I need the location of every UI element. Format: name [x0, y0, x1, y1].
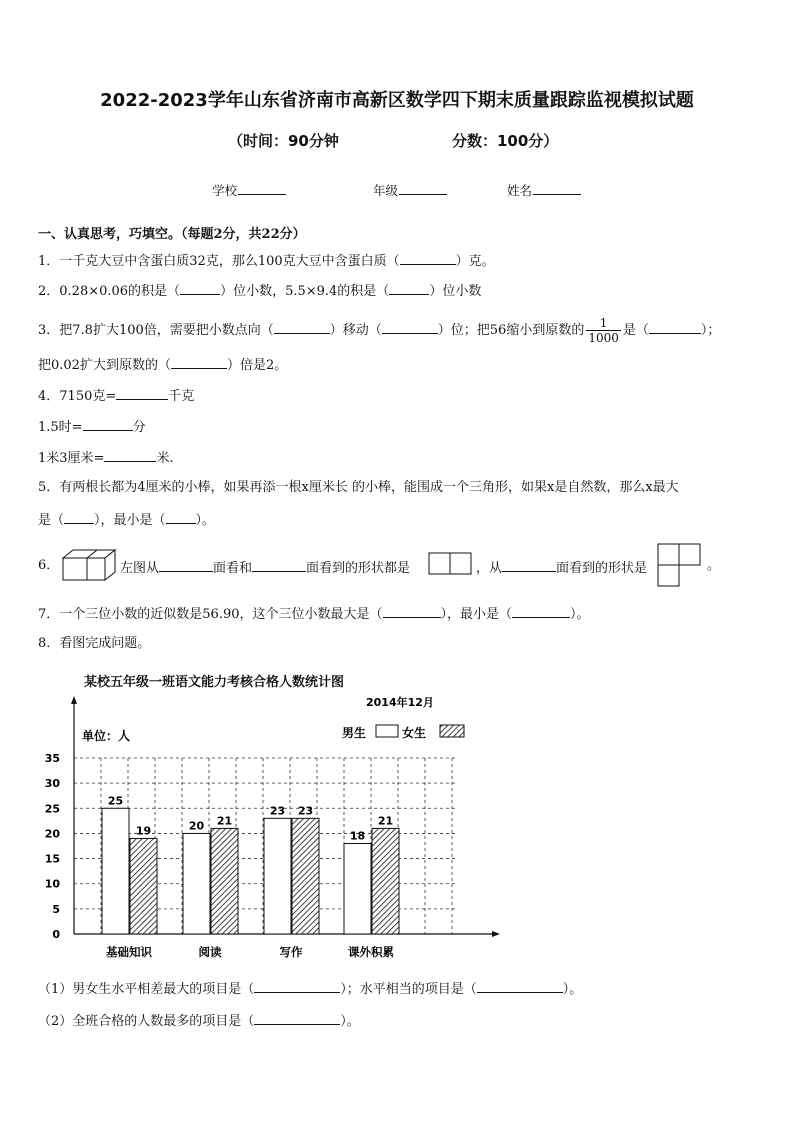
question-3-cont [38, 354, 287, 375]
cube-stack-figure [62, 548, 118, 584]
q7-text-2: ），最小是（ [440, 607, 513, 622]
s1-answer-blank-1[interactable] [254, 978, 340, 993]
q3-text: 3．把7.8扩大100倍，需要把小数点向（ [38, 323, 274, 338]
y-tick-label: 0 [52, 928, 60, 941]
q4-text-1: 4．7150克= [38, 389, 117, 404]
two-squares-view [428, 552, 474, 576]
data-label: 25 [107, 794, 124, 808]
q1-text: 1．一千克大豆中含蛋白质32克，那么100克大豆中含蛋白质（ [38, 254, 400, 269]
bar-boys [344, 843, 371, 934]
y-axis-arrow [71, 696, 77, 704]
s2-text-1: （2）全班合格的人数最多的项目是（ [38, 1014, 255, 1029]
q4-answer-blank-3[interactable] [104, 447, 156, 462]
q2-answer-blank-1[interactable] [180, 280, 220, 295]
bar-girls [130, 838, 157, 934]
q6-answer-blank-2[interactable] [252, 557, 306, 572]
exam-time: （时间：90分钟 [228, 132, 339, 150]
question-6-number: 6． [38, 558, 60, 573]
question-7 [38, 603, 590, 624]
q6-text-3: 面看到的形状都是 [306, 561, 411, 576]
x-tick-label: 写作 [279, 945, 303, 959]
bar-chart [30, 690, 510, 965]
data-label: 18 [349, 829, 366, 843]
y-tick-label: 30 [44, 777, 60, 791]
chart-date: 2014年12月 [366, 696, 434, 709]
grade-label: 年级 [373, 183, 399, 198]
data-label: 19 [135, 824, 152, 838]
question-4-line-2 [38, 416, 146, 437]
question-4-line-3 [38, 447, 174, 468]
name-label: 姓名 [507, 183, 533, 198]
question-5 [38, 479, 679, 497]
q4-text-3: 1米3厘米= [38, 451, 105, 466]
data-label: 20 [188, 819, 205, 833]
s2-answer-blank-1[interactable] [254, 1010, 340, 1025]
q6-text-2: 面看和 [213, 561, 253, 576]
question-8: 8．看图完成问题。 [38, 636, 151, 651]
q3-text-7: ）倍是2。 [226, 358, 288, 373]
subquestion-1 [38, 978, 582, 999]
data-label: 21 [216, 814, 233, 828]
q5-text-2: 是（ [38, 513, 65, 528]
question-6-cont [476, 557, 647, 578]
data-label: 23 [297, 804, 314, 818]
bar-girls [211, 828, 238, 934]
q4-unit-2: 分 [132, 420, 146, 435]
q4-unit-3: 米. [156, 451, 174, 466]
name-field [507, 181, 581, 199]
l-shape-view [657, 543, 705, 587]
q5-text-4: ）。 [195, 513, 216, 528]
y-tick-label: 10 [44, 877, 60, 891]
x-tick-label: 阅读 [198, 945, 222, 959]
q6-answer-blank-3[interactable] [502, 557, 556, 572]
y-tick-label: 20 [44, 827, 60, 841]
q3-answer-blank-2[interactable] [382, 319, 438, 334]
legend-swatch-girls [440, 725, 464, 737]
bar-boys [183, 833, 210, 934]
y-tick-label: 5 [52, 902, 60, 916]
x-tick-label: 基础知识 [106, 945, 152, 959]
q4-unit-1: 千克 [168, 389, 195, 404]
section-heading: 一、认真思考，巧填空。（每题2分，共22分） [38, 227, 306, 242]
q3-text-2: ）移动（ [329, 323, 382, 338]
question-2 [38, 280, 481, 301]
chart-title: 某校五年级一班语文能力考核合格人数统计图 [84, 675, 345, 690]
grade-field [373, 181, 447, 199]
name-blank[interactable] [533, 182, 581, 195]
legend-label-boys: 男生 [342, 726, 367, 740]
q4-answer-blank-2[interactable] [83, 416, 133, 431]
school-field [212, 181, 286, 199]
bar-girls [292, 818, 319, 934]
question-4-line-1 [38, 385, 194, 406]
question-1 [38, 250, 495, 271]
q7-answer-blank-1[interactable] [383, 603, 441, 618]
grade-blank[interactable] [399, 182, 447, 195]
data-label: 21 [377, 814, 394, 828]
q2-text-mid: ）位小数，5.5×9.4的积是（ [220, 284, 390, 299]
chart-unit-label: 单位：人 [82, 729, 131, 743]
legend-swatch-boys [376, 725, 398, 737]
y-tick-label: 15 [44, 852, 60, 866]
school-label: 学校 [212, 183, 238, 198]
exam-title: 2022-2023学年山东省济南市高新区数学四下期末质量跟踪监视模拟试题 [100, 90, 694, 111]
q3-text-3: ）位；把56缩小到原数的 [437, 323, 585, 338]
x-axis-arrow [492, 931, 500, 937]
q2-text: 2．0.28×0.06的积是（ [38, 284, 181, 299]
q3-text-5: ）； [700, 323, 721, 338]
q3-answer-blank-4[interactable] [171, 354, 227, 369]
q6-text-1: 左图从 [120, 561, 160, 576]
s1-text-1: （1）男女生水平相差最大的项目是（ [38, 982, 255, 997]
fraction-numerator: 1 [586, 316, 621, 331]
question-5-cont [38, 509, 215, 530]
q3-answer-blank-1[interactable] [274, 319, 330, 334]
legend-label-girls: 女生 [402, 726, 427, 740]
q3-fraction [586, 316, 621, 345]
q7-text-3: ）。 [570, 607, 590, 622]
q6-end: 。 [707, 558, 721, 573]
bar-boys [102, 808, 129, 934]
q6-text-5: 面看到的形状是 [556, 561, 648, 576]
fraction-denominator: 1000 [588, 331, 619, 345]
q2-text-end: ）位小数 [429, 284, 482, 299]
q2-answer-blank-2[interactable] [389, 280, 429, 295]
q3-text-4: 是（ [622, 323, 649, 338]
bar-girls [372, 828, 399, 934]
q7-text-1: 7．一个三位小数的近似数是56.90，这个三位小数最大是（ [38, 607, 383, 622]
subquestion-2 [38, 1010, 360, 1031]
q1-text-end: ）克。 [455, 254, 495, 269]
data-label: 23 [269, 804, 286, 818]
exam-score: 分数：100分） [452, 132, 559, 150]
question-3 [38, 316, 720, 345]
chart-legend [342, 725, 464, 740]
q5-text-3: ），最小是（ [94, 513, 166, 528]
q5-answer-blank-1[interactable] [64, 509, 94, 524]
q3-text-6: 把0.02扩大到原数的（ [38, 358, 171, 373]
q1-answer-blank[interactable] [400, 250, 456, 265]
bar-boys [264, 818, 291, 934]
y-tick-label: 35 [44, 752, 60, 765]
s1-text-2: ）；水平相当的项目是（ [340, 982, 477, 997]
q3-answer-blank-3[interactable] [649, 319, 701, 334]
q4-text-2: 1.5时= [38, 420, 83, 435]
x-tick-label: 课外积累 [348, 945, 394, 959]
chart-bars [102, 794, 399, 934]
q4-answer-blank-1[interactable] [116, 385, 168, 400]
q6-answer-blank-1[interactable] [159, 557, 213, 572]
q5-text: 5．有两根长都为4厘米的小棒，如果再添一根x厘米长 的小棒，能围成一个三角形，如果x是自然数，那么x最大 [38, 480, 679, 495]
question-6 [120, 557, 410, 578]
q7-answer-blank-2[interactable] [512, 603, 570, 618]
q6-text-4: ，从 [476, 561, 503, 576]
s2-text-2: ）。 [340, 1014, 360, 1029]
s1-text-3: ）。 [562, 982, 583, 997]
y-tick-label: 25 [44, 802, 60, 816]
school-blank[interactable] [238, 182, 286, 195]
s1-answer-blank-2[interactable] [477, 978, 563, 993]
q5-answer-blank-2[interactable] [166, 509, 196, 524]
